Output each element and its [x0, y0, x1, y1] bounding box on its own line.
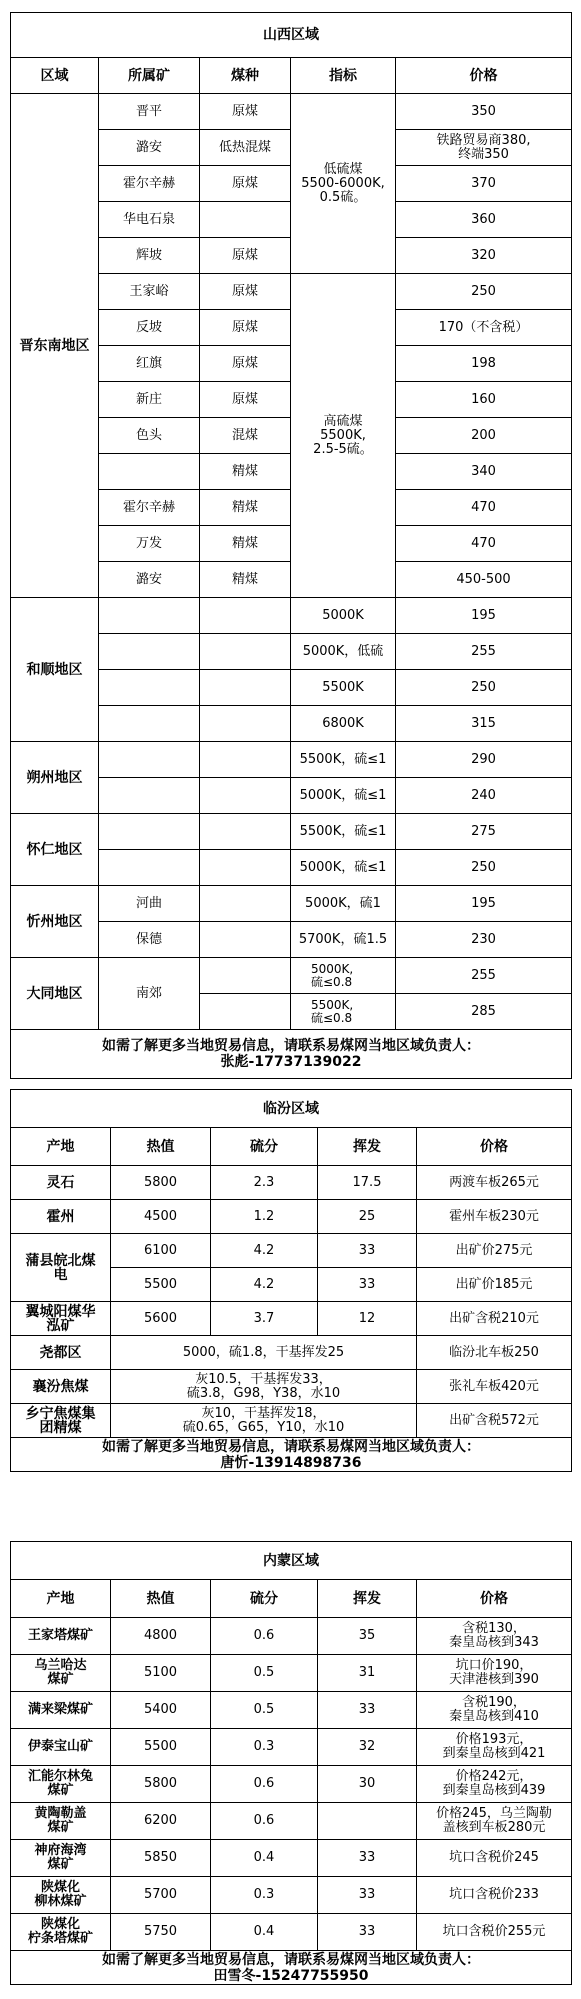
volatile-cell	[318, 1803, 417, 1840]
neimeng-title: 内蒙区域	[11, 1542, 572, 1580]
header-sulfur: 硫分	[211, 1580, 318, 1618]
volatile-cell: 32	[318, 1729, 417, 1766]
sulfur-cell: 2.3	[211, 1166, 318, 1200]
sulfur-cell: 0.4	[211, 1840, 318, 1877]
mine-cell	[99, 814, 200, 850]
coal-cell: 精煤	[200, 526, 291, 562]
table-row	[11, 1840, 572, 1877]
price-cell: 临汾北车板250	[417, 1336, 572, 1370]
neimeng-rows	[11, 1618, 572, 1951]
coal-cell	[200, 634, 291, 670]
calorific-cell: 5800	[111, 1766, 211, 1803]
coal-cell	[200, 742, 291, 778]
header-price: 价格	[417, 1580, 572, 1618]
origin-cell: 伊泰宝山矿	[11, 1729, 111, 1766]
coal-cell: 低热混煤	[200, 130, 291, 166]
price-cell: 含税190， 秦皇岛核到410	[417, 1692, 572, 1729]
spec-cell: 5500K	[291, 670, 396, 706]
origin-cell: 蒲县皖北煤 电	[11, 1234, 111, 1302]
spec-cell: 5500K，硫≤1	[291, 742, 396, 778]
price-cell: 315	[396, 706, 572, 742]
spec-cell: 5000K，硫≤1	[291, 850, 396, 886]
table-row	[11, 1729, 572, 1766]
price-cell: 坑口含税价255元	[417, 1914, 572, 1951]
region-jindongnan: 晋东南地区	[11, 94, 99, 598]
coal-cell	[200, 886, 291, 922]
calorific-cell: 5850	[111, 1840, 211, 1877]
spec-cell: 5000K, 硫≤0.8	[291, 958, 396, 994]
mine-cell: 潞安	[99, 562, 200, 598]
origin-cell: 灵石	[11, 1166, 111, 1200]
header-coal-type: 煤种	[200, 58, 291, 94]
sulfur-cell: 4.2	[211, 1234, 318, 1268]
price-cell: 470	[396, 490, 572, 526]
coal-cell: 精煤	[200, 562, 291, 598]
price-cell: 铁路贸易商380, 终端350	[396, 130, 572, 166]
origin-cell: 尧都区	[11, 1336, 111, 1370]
price-cell: 255	[396, 958, 572, 994]
spec-cell: 5000K，硫1	[291, 886, 396, 922]
mine-cell	[99, 706, 200, 742]
volatile-cell: 33	[318, 1268, 417, 1302]
mine-cell	[99, 634, 200, 670]
mine-cell: 潞安	[99, 130, 200, 166]
price-cell: 250	[396, 670, 572, 706]
price-cell: 160	[396, 382, 572, 418]
price-cell: 195	[396, 886, 572, 922]
coal-cell	[200, 814, 291, 850]
origin-cell: 神府海湾 煤矿	[11, 1840, 111, 1877]
volatile-cell: 31	[318, 1655, 417, 1692]
price-cell: 320	[396, 238, 572, 274]
origin-cell: 汇能尔林兔 煤矿	[11, 1766, 111, 1803]
calorific-cell: 4800	[111, 1618, 211, 1655]
coal-cell	[200, 598, 291, 634]
mine-cell: 保德	[99, 922, 200, 958]
header-calorific: 热值	[111, 1580, 211, 1618]
region-datong: 大同地区	[11, 958, 99, 1030]
header-region: 区域	[11, 58, 99, 94]
coal-cell: 原煤	[200, 310, 291, 346]
mine-cell: 华电石泉	[99, 202, 200, 238]
mine-cell: 色头	[99, 418, 200, 454]
calorific-cell: 5500	[111, 1268, 211, 1302]
coal-cell: 原煤	[200, 94, 291, 130]
volatile-cell: 35	[318, 1618, 417, 1655]
header-spec: 指标	[291, 58, 396, 94]
sulfur-cell: 0.5	[211, 1655, 318, 1692]
coal-cell	[200, 994, 291, 1030]
price-cell: 出矿含税572元	[417, 1404, 572, 1438]
spec-cell: 5500K，硫≤1	[291, 814, 396, 850]
price-cell: 张礼车板420元	[417, 1370, 572, 1404]
mine-cell: 新庄	[99, 382, 200, 418]
mine-cell: 反坡	[99, 310, 200, 346]
price-cell: 价格245，乌兰陶勒 盖核到车板280元	[417, 1803, 572, 1840]
price-cell: 255	[396, 634, 572, 670]
origin-cell: 黄陶勒盖 煤矿	[11, 1803, 111, 1840]
price-cell: 195	[396, 598, 572, 634]
mine-cell: 霍尔辛赫	[99, 166, 200, 202]
volatile-cell: 33	[318, 1692, 417, 1729]
price-cell: 含税130， 秦皇岛核到343	[417, 1618, 572, 1655]
mine-cell: 辉坡	[99, 238, 200, 274]
spec-cell: 5700K，硫1.5	[291, 922, 396, 958]
mine-cell: 南郊	[99, 958, 200, 1030]
coal-cell	[200, 850, 291, 886]
volatile-cell: 33	[318, 1877, 417, 1914]
price-cell: 285	[396, 994, 572, 1030]
spec-cell: 5000K	[291, 598, 396, 634]
origin-cell: 满来梁煤矿	[11, 1692, 111, 1729]
linfen-table	[10, 1089, 572, 1472]
region-heshun: 和顺地区	[11, 598, 99, 742]
price-cell: 350	[396, 94, 572, 130]
price-cell: 370	[396, 166, 572, 202]
origin-cell: 霍州	[11, 1200, 111, 1234]
calorific-cell: 5500	[111, 1729, 211, 1766]
sulfur-cell: 4.2	[211, 1268, 318, 1302]
price-cell: 290	[396, 742, 572, 778]
calorific-cell: 5700	[111, 1877, 211, 1914]
price-cell: 出矿价185元	[417, 1268, 572, 1302]
origin-cell: 陕煤化 柳林煤矿	[11, 1877, 111, 1914]
shanxi-table	[10, 12, 572, 1079]
calorific-cell: 5100	[111, 1655, 211, 1692]
origin-cell: 襄汾焦煤	[11, 1370, 111, 1404]
mine-cell	[99, 778, 200, 814]
price-cell: 价格193元， 到秦皇岛核到421	[417, 1729, 572, 1766]
table-row	[11, 1877, 572, 1914]
sulfur-cell: 0.5	[211, 1692, 318, 1729]
volatile-cell: 17.5	[318, 1166, 417, 1200]
header-volatile: 挥发	[318, 1580, 417, 1618]
sulfur-cell: 0.4	[211, 1914, 318, 1951]
spec-cell: 灰10.5，干基挥发33， 硫3.8，G98，Y38，水10	[111, 1370, 417, 1404]
price-cell: 出矿价275元	[417, 1234, 572, 1268]
header-mine: 所属矿	[99, 58, 200, 94]
price-cell: 坑口含税价233	[417, 1877, 572, 1914]
price-cell: 250	[396, 274, 572, 310]
price-cell: 198	[396, 346, 572, 382]
volatile-cell: 33	[318, 1914, 417, 1951]
mine-cell: 红旗	[99, 346, 200, 382]
price-cell: 240	[396, 778, 572, 814]
price-cell: 两渡车板265元	[417, 1166, 572, 1200]
spec-cell: 5500K, 硫≤0.8	[291, 994, 396, 1030]
origin-cell: 乌兰哈达 煤矿	[11, 1655, 111, 1692]
coal-cell: 原煤	[200, 346, 291, 382]
mine-cell	[99, 850, 200, 886]
sulfur-cell: 0.6	[211, 1803, 318, 1840]
coal-cell	[200, 706, 291, 742]
header-origin: 产地	[11, 1128, 111, 1166]
linfen-contact: 如需了解更多当地贸易信息，请联系易煤网当地区域负责人： 唐忻-13914898736	[11, 1438, 572, 1472]
coal-cell: 精煤	[200, 454, 291, 490]
coal-cell: 原煤	[200, 382, 291, 418]
region-shuozhou: 朔州地区	[11, 742, 99, 814]
coal-cell	[200, 922, 291, 958]
table-row	[11, 1803, 572, 1840]
mine-cell: 王家峪	[99, 274, 200, 310]
sulfur-cell: 0.3	[211, 1729, 318, 1766]
price-cell: 340	[396, 454, 572, 490]
shanxi-title: 山西区域	[11, 13, 572, 58]
table-row	[11, 1618, 572, 1655]
sulfur-cell: 3.7	[211, 1302, 318, 1336]
header-price: 价格	[396, 58, 572, 94]
mine-cell	[99, 670, 200, 706]
shanxi-contact: 如需了解更多当地贸易信息，请联系易煤网当地区域负责人： 张彪-17737139022	[11, 1030, 572, 1079]
calorific-cell: 6200	[111, 1803, 211, 1840]
price-cell: 价格242元， 到秦皇岛核到439	[417, 1766, 572, 1803]
mine-cell: 万发	[99, 526, 200, 562]
origin-cell: 陕煤化 柠条塔煤矿	[11, 1914, 111, 1951]
mine-cell	[99, 454, 200, 490]
price-cell: 275	[396, 814, 572, 850]
table-row	[11, 1692, 572, 1729]
calorific-cell: 4500	[111, 1200, 211, 1234]
header-sulfur: 硫分	[211, 1128, 318, 1166]
price-cell: 450-500	[396, 562, 572, 598]
coal-cell: 原煤	[200, 238, 291, 274]
price-cell: 坑口价190， 天津港核到390	[417, 1655, 572, 1692]
calorific-cell: 5600	[111, 1302, 211, 1336]
mine-cell: 河曲	[99, 886, 200, 922]
volatile-cell: 33	[318, 1234, 417, 1268]
table-row	[11, 1766, 572, 1803]
spec-cell: 6800K	[291, 706, 396, 742]
mine-cell: 晋平	[99, 94, 200, 130]
spec-cell: 5000，硫1.8，干基挥发25	[111, 1336, 417, 1370]
coal-cell	[200, 958, 291, 994]
sulfur-cell: 1.2	[211, 1200, 318, 1234]
volatile-cell: 30	[318, 1766, 417, 1803]
spec-cell: 灰10，干基挥发18， 硫0.65，G65，Y10，水10	[111, 1404, 417, 1438]
linfen-title: 临汾区域	[11, 1090, 572, 1128]
header-calorific: 热值	[111, 1128, 211, 1166]
volatile-cell: 12	[318, 1302, 417, 1336]
mine-cell	[99, 742, 200, 778]
calorific-cell: 5400	[111, 1692, 211, 1729]
coal-cell: 混煤	[200, 418, 291, 454]
coal-cell: 原煤	[200, 166, 291, 202]
coal-cell	[200, 670, 291, 706]
header-price: 价格	[417, 1128, 572, 1166]
spec-low-sulfur: 低硫煤 5500-6000K, 0.5硫。	[291, 94, 396, 274]
region-xinzhou: 忻州地区	[11, 886, 99, 958]
price-cell: 230	[396, 922, 572, 958]
price-cell: 霍州车板230元	[417, 1200, 572, 1234]
calorific-cell: 5750	[111, 1914, 211, 1951]
calorific-cell: 5800	[111, 1166, 211, 1200]
spec-high-sulfur: 高硫煤 5500K, 2.5-5硫。	[291, 274, 396, 598]
header-origin: 产地	[11, 1580, 111, 1618]
coal-cell: 原煤	[200, 274, 291, 310]
table-row	[11, 1655, 572, 1692]
region-huairen: 怀仁地区	[11, 814, 99, 886]
volatile-cell: 25	[318, 1200, 417, 1234]
sulfur-cell: 0.6	[211, 1766, 318, 1803]
volatile-cell: 33	[318, 1840, 417, 1877]
calorific-cell: 6100	[111, 1234, 211, 1268]
price-cell: 坑口含税价245	[417, 1840, 572, 1877]
coal-cell	[200, 202, 291, 238]
price-cell: 250	[396, 850, 572, 886]
origin-cell: 乡宁焦煤集 团精煤	[11, 1404, 111, 1438]
origin-cell: 翼城阳煤华 泓矿	[11, 1302, 111, 1336]
neimeng-table	[10, 1541, 572, 1985]
mine-cell	[99, 598, 200, 634]
table-row	[11, 1914, 572, 1951]
mine-cell: 霍尔辛赫	[99, 490, 200, 526]
sulfur-cell: 0.6	[211, 1618, 318, 1655]
neimeng-contact: 如需了解更多当地贸易信息，请联系易煤网当地区域负责人： 田雪冬-15247755950	[11, 1951, 572, 1985]
sulfur-cell: 0.3	[211, 1877, 318, 1914]
price-cell: 200	[396, 418, 572, 454]
header-volatile: 挥发	[318, 1128, 417, 1166]
spec-cell: 5000K，硫≤1	[291, 778, 396, 814]
price-cell: 470	[396, 526, 572, 562]
price-cell: 360	[396, 202, 572, 238]
origin-cell: 王家塔煤矿	[11, 1618, 111, 1655]
price-cell: 出矿含税210元	[417, 1302, 572, 1336]
spec-cell: 5000K，低硫	[291, 634, 396, 670]
coal-cell	[200, 778, 291, 814]
coal-cell: 精煤	[200, 490, 291, 526]
price-cell: 170（不含税）	[396, 310, 572, 346]
